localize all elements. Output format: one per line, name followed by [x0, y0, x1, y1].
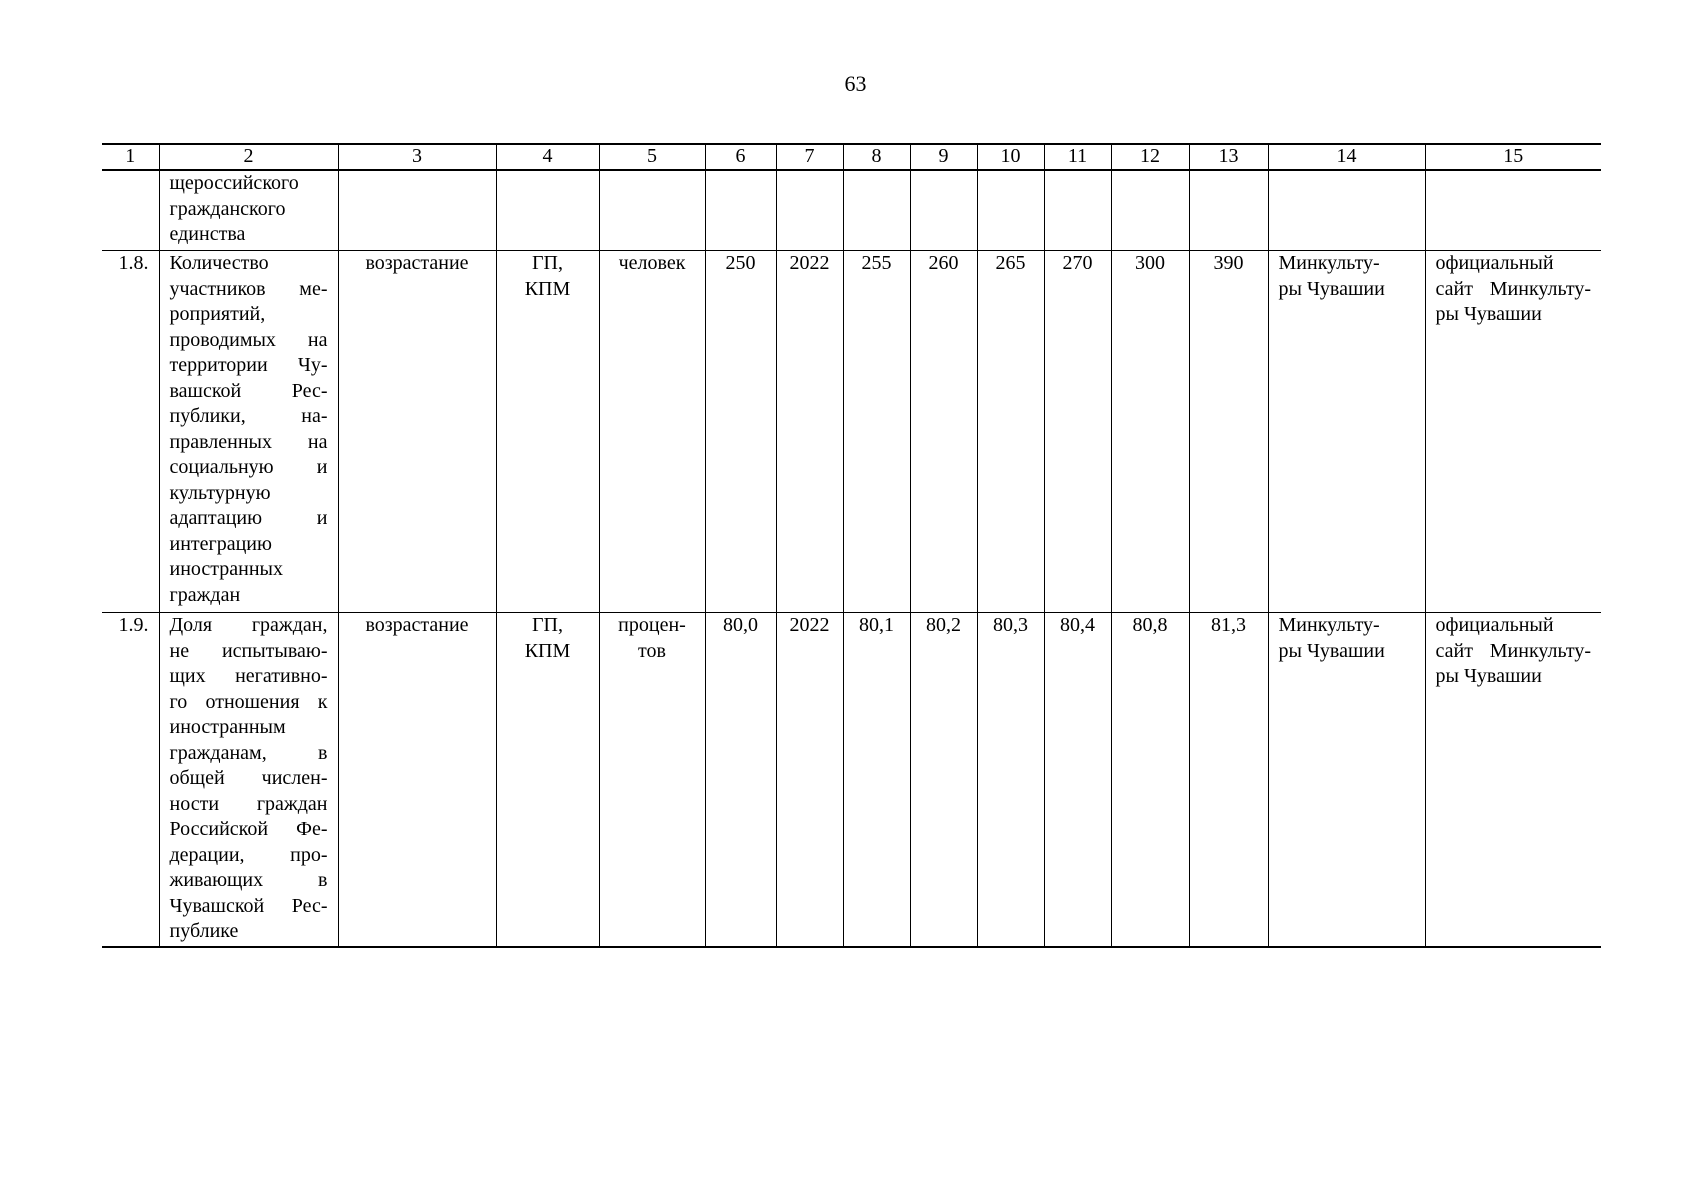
column-header: 10 [977, 144, 1044, 170]
value-cell: 270 [1044, 251, 1111, 613]
indicator-name [159, 613, 338, 948]
text-line: адаптацию и [169, 507, 328, 529]
text-line: публике [169, 920, 239, 942]
text-line: КПМ [524, 639, 571, 662]
text-line: щероссийского [169, 172, 299, 194]
unit-cell [599, 613, 705, 948]
base-value-cell: 250 [705, 251, 776, 613]
column-header: 12 [1111, 144, 1189, 170]
page-number: 63 [844, 71, 867, 96]
text-line: ры Чувашии [1278, 277, 1385, 300]
text-line: ры Чувашии [1435, 665, 1542, 687]
text-line: Чувашской Рес- [169, 894, 328, 917]
column-header: 9 [910, 144, 977, 170]
value-cell: 390 [1189, 251, 1268, 613]
text-line: го отношения к [169, 690, 328, 713]
column-header: 11 [1044, 144, 1111, 170]
text-line: человек [618, 252, 686, 274]
table-row-continuation [102, 170, 1601, 251]
trend-cell: возрастание [338, 613, 496, 948]
column-header: 2 [159, 144, 338, 170]
row-number: 1.9. [102, 613, 159, 948]
text-line: сайт Минкульту- [1435, 639, 1591, 662]
table-cell [102, 170, 159, 251]
table-cell [1111, 170, 1189, 251]
text-line: дерации, про- [169, 843, 328, 866]
text-line: вашской Рес- [169, 379, 328, 402]
value-cell: 80,4 [1044, 613, 1111, 948]
table-cell [776, 170, 843, 251]
value-cell: 80,2 [910, 613, 977, 948]
column-header: 5 [599, 144, 705, 170]
value-cell: 300 [1111, 251, 1189, 613]
table-cell [910, 170, 977, 251]
text-line: ности граждан [169, 792, 328, 815]
value-cell: 81,3 [1189, 613, 1268, 948]
text-line: граждан [169, 583, 241, 606]
table-cell [977, 170, 1044, 251]
info-source-cell [1425, 251, 1601, 613]
text-line: Количество [169, 252, 269, 274]
value-cell: 260 [910, 251, 977, 613]
indicators-table [102, 143, 1601, 948]
responsible-cell [1268, 613, 1425, 948]
text-line: правленных на [169, 430, 328, 453]
base-year-cell: 2022 [776, 613, 843, 948]
text-line: процен- [618, 614, 686, 636]
text-line: проводимых на [169, 328, 328, 351]
value-cell: 80,8 [1111, 613, 1189, 948]
indicator-name [159, 251, 338, 613]
table-cell [843, 170, 910, 251]
text-line: иностранным [169, 716, 286, 738]
text-line: Российской Фе- [169, 818, 328, 840]
text-line: публики, на- [169, 405, 328, 427]
text-line: не испытываю- [169, 639, 328, 662]
column-number-row [102, 144, 1601, 170]
responsible-cell [1268, 251, 1425, 613]
text-line: живающих в [169, 869, 328, 891]
source-cell [496, 251, 599, 613]
text-line: интеграцию [169, 532, 272, 555]
column-header: 7 [776, 144, 843, 170]
text-line: единства [169, 223, 246, 245]
text-line: сайт Минкульту- [1435, 277, 1591, 300]
table-cell [338, 170, 496, 251]
table-cell [599, 170, 705, 251]
source-cell [496, 613, 599, 948]
value-cell: 80,1 [843, 613, 910, 948]
table-cell [705, 170, 776, 251]
column-header: 6 [705, 144, 776, 170]
trend-cell: возрастание [338, 251, 496, 613]
table-row [102, 613, 1601, 948]
text-line: Минкульту- [1278, 252, 1380, 274]
column-header: 3 [338, 144, 496, 170]
text-line: Доля граждан, [169, 614, 328, 636]
column-header: 15 [1425, 144, 1601, 170]
text-line: иностранных [169, 558, 283, 580]
indicator-name-continuation [159, 170, 338, 251]
text-line: гражданам, в [169, 741, 328, 764]
text-line: тов [638, 639, 666, 662]
column-header: 8 [843, 144, 910, 170]
text-line: культурную [169, 481, 271, 504]
table-cell [1425, 170, 1601, 251]
column-header: 13 [1189, 144, 1268, 170]
column-header: 4 [496, 144, 599, 170]
text-line: ГП, [531, 252, 563, 274]
text-line: КПМ [524, 277, 571, 300]
text-line: официальный [1435, 252, 1554, 274]
column-header: 1 [102, 144, 159, 170]
text-line: ры Чувашии [1435, 303, 1542, 325]
text-line: территории Чу- [169, 354, 328, 376]
table-row [102, 251, 1601, 613]
text-line: социальную и [169, 456, 328, 478]
text-line: роприятий, [169, 303, 266, 325]
text-line: Минкульту- [1278, 614, 1380, 636]
base-year-cell: 2022 [776, 251, 843, 613]
text-line: щих негативно- [169, 665, 328, 687]
value-cell: 255 [843, 251, 910, 613]
info-source-cell [1425, 613, 1601, 948]
text-line: официальный [1435, 614, 1554, 636]
text-line: общей числен- [169, 767, 328, 789]
row-number: 1.8. [102, 251, 159, 613]
value-cell: 265 [977, 251, 1044, 613]
text-line: ры Чувашии [1278, 639, 1385, 662]
table-cell [496, 170, 599, 251]
unit-cell [599, 251, 705, 613]
text-line: гражданского [169, 197, 286, 220]
base-value-cell: 80,0 [705, 613, 776, 948]
table-cell [1189, 170, 1268, 251]
column-header: 14 [1268, 144, 1425, 170]
table-cell [1044, 170, 1111, 251]
value-cell: 80,3 [977, 613, 1044, 948]
table-cell [1268, 170, 1425, 251]
text-line: ГП, [531, 614, 563, 636]
text-line: участников ме- [169, 277, 328, 300]
